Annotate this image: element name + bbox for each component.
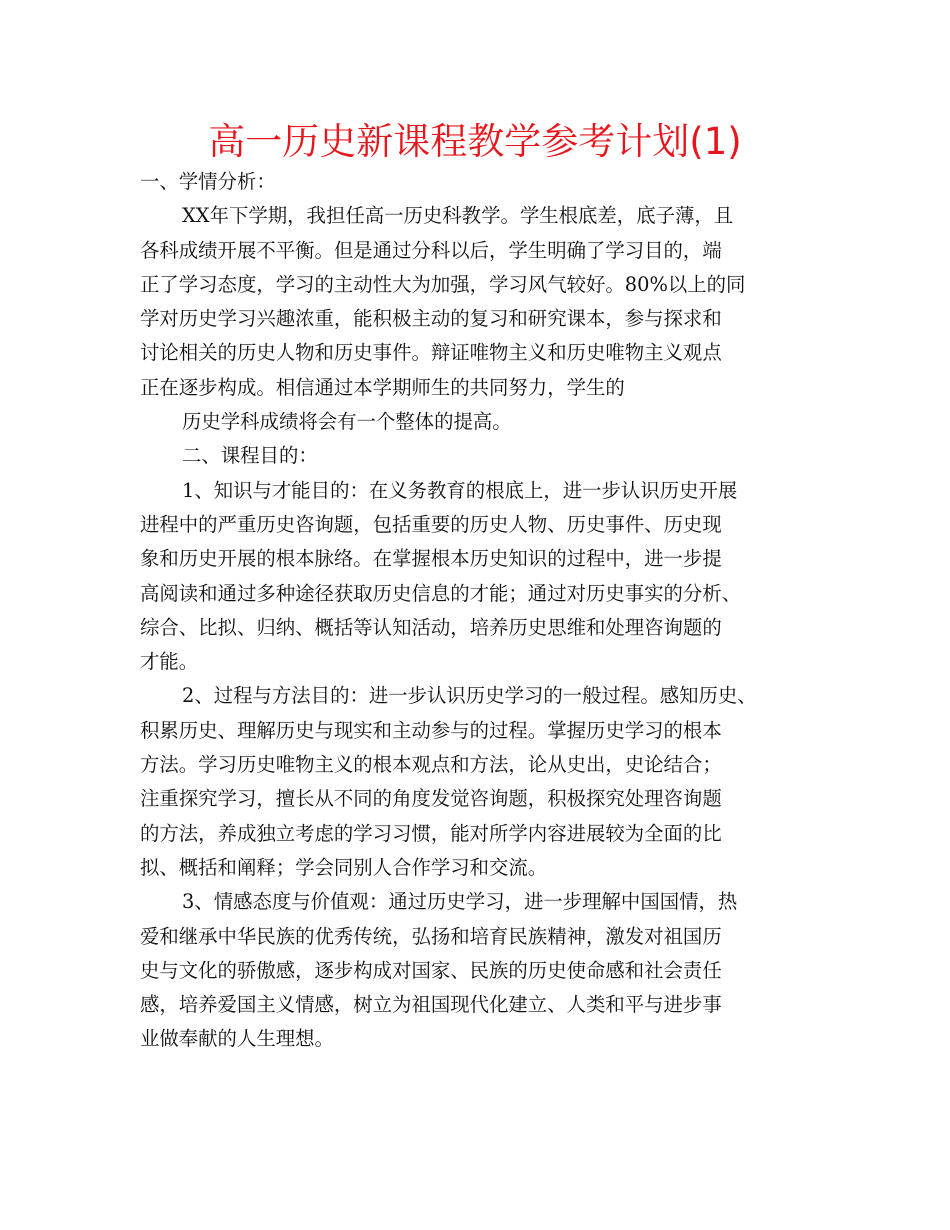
body-line: 1、知识与才能目的：在义务教育的根底上，进一步认识历史开展: [182, 478, 738, 502]
body-line: 拟、概括和阐释；学会同别人合作学习和交流。: [140, 855, 548, 879]
body-line: 进程中的严重历史咨询题，包括重要的历史人物、历史事件、历史现: [140, 512, 722, 536]
body-line: 才能。: [140, 650, 199, 674]
body-line: 感，培养爱国主义情感，树立为祖国现代化建立、人类和平与进步事: [140, 993, 722, 1017]
body-line: 象和历史开展的根本脉络。在掌握根本历史知识的过程中，进一步提: [140, 547, 722, 571]
body-line: 各科成绩开展不平衡。但是通过分科以后，学生明确了学习目的，端: [140, 238, 722, 262]
body-line: 正了学习态度，学习的主动性大为加强，学习风气较好。80%以上的同: [140, 272, 746, 296]
body-line: 讨论相关的历史人物和历史事件。辩证唯物主义和历史唯物主义观点: [140, 341, 722, 365]
document-title: 高一历史新课程教学参考计划(1): [208, 120, 742, 163]
body-line: 二、课程目的：: [182, 444, 318, 468]
body-line: 业做奉献的人生理想。: [140, 1027, 334, 1051]
body-line: 高阅读和通过多种途径获取历史信息的才能；通过对历史事实的分析、: [140, 581, 742, 605]
body-line: 历史学科成绩将会有一个整体的提高。: [182, 410, 512, 434]
body-line: 3、情感态度与价值观：通过历史学习，进一步理解中国国情，热: [182, 890, 738, 914]
body-line: 综合、比拟、归纳、概括等认知活动，培养历史思维和处理咨询题的: [140, 615, 722, 639]
body-line: 一、学情分析：: [140, 170, 276, 193]
document-body: [140, 165, 830, 1057]
body-line: 学对历史学习兴趣浓重，能积极主动的复习和研究课本，参与探求和: [140, 307, 722, 331]
body-line: 方法。学习历史唯物主义的根本观点和方法，论从史出，史论结合；: [140, 753, 722, 777]
body-line: XX年下学期，我担任高一历史科教学。学生根底差，底子薄，且: [182, 204, 734, 228]
body-line: 史与文化的骄傲感，逐步构成对国家、民族的历史使命感和社会责任: [140, 958, 722, 982]
body-line: 正在逐步构成。相信通过本学期师生的共同努力，学生的: [140, 375, 625, 399]
body-line: 2、过程与方法目的：进一步认识历史学习的一般过程。感知历史、: [182, 684, 757, 708]
body-line: 爱和继承中华民族的优秀传统，弘扬和培育民族精神，激发对祖国历: [140, 924, 722, 948]
body-line: 的方法，养成独立考虑的学习习惯，能对所学内容进展较为全面的比: [140, 821, 722, 845]
body-line: 注重探究学习，擅长从不同的角度发觉咨询题，积极探究处理咨询题: [140, 787, 722, 811]
body-line: 积累历史、理解历史与现实和主动参与的过程。掌握历史学习的根本: [140, 718, 722, 742]
